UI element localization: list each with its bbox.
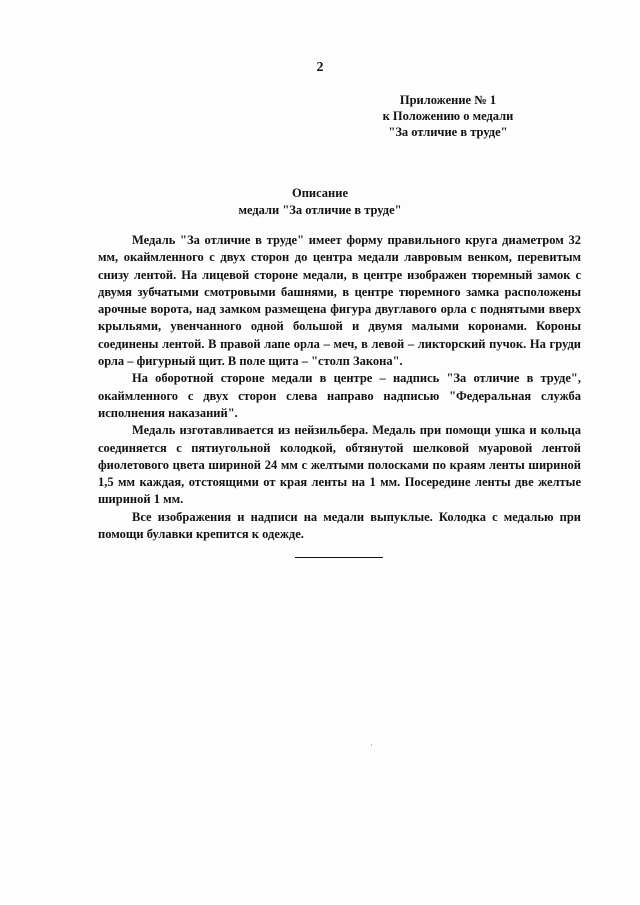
annex-line-2: к Положению о медали — [382, 109, 514, 123]
scan-speck — [371, 744, 372, 746]
page-number: 2 — [316, 60, 324, 75]
paragraph-material: Медаль изготавливается из нейзильбера. Медаль при помощи ушка и кольца соединяется с пятиугольной колодкой, обтянутой шелковой муаровой лентой фиолетового цвета шириной 24 мм с желтыми полосками по краям ленты шириной 1,5 мм каждая, отстоящими от края ленты на 1 мм. Посередине ленты две желтые шириной 1 мм. — [98, 423, 581, 507]
description-body — [98, 232, 581, 543]
document-title — [0, 185, 640, 219]
title-line-1: Описание — [291, 186, 349, 200]
title-line-2: медали "За отличие в труде" — [238, 203, 402, 217]
annex-line-1: Приложение № 1 — [399, 93, 497, 107]
annex-line-3: "За отличие в труде" — [388, 125, 508, 139]
paragraph-attachment: Все изображения и надписи на медали выпуклые. Колодка с медалью при помощи булавки крепится к одежде. — [98, 509, 581, 542]
paragraph-front-side: Медаль "За отличие в труде" имеет форму правильного круга диаметром 32 мм, окаймленного с двух сторон до центра медали лавровым венком, перевитым снизу лентой. На лицевой стороне медали, в центре изображен тюремный замок с двумя зубчатыми смотровыми башнями, в центре тюремного замка расположены арочные ворота, над замком размещена фигура двуглавого орла с поднятыми вверх крыльями, увенчанного одной большой и двумя малыми коронами. Короны соединены лентой. В правой лапе орла – меч, в левой – ликторский пучок. На груди орла – фигурный щит. В поле щита – "столп Закона". — [98, 233, 581, 369]
end-divider-line — [295, 557, 383, 558]
paragraph-reverse-side: На оборотной стороне медали в центре – надпись "За отличие в труде", окаймленного с двух сторон слева направо надписью "Федеральная служба исполнения наказаний". — [98, 371, 581, 420]
annex-heading — [348, 92, 548, 140]
